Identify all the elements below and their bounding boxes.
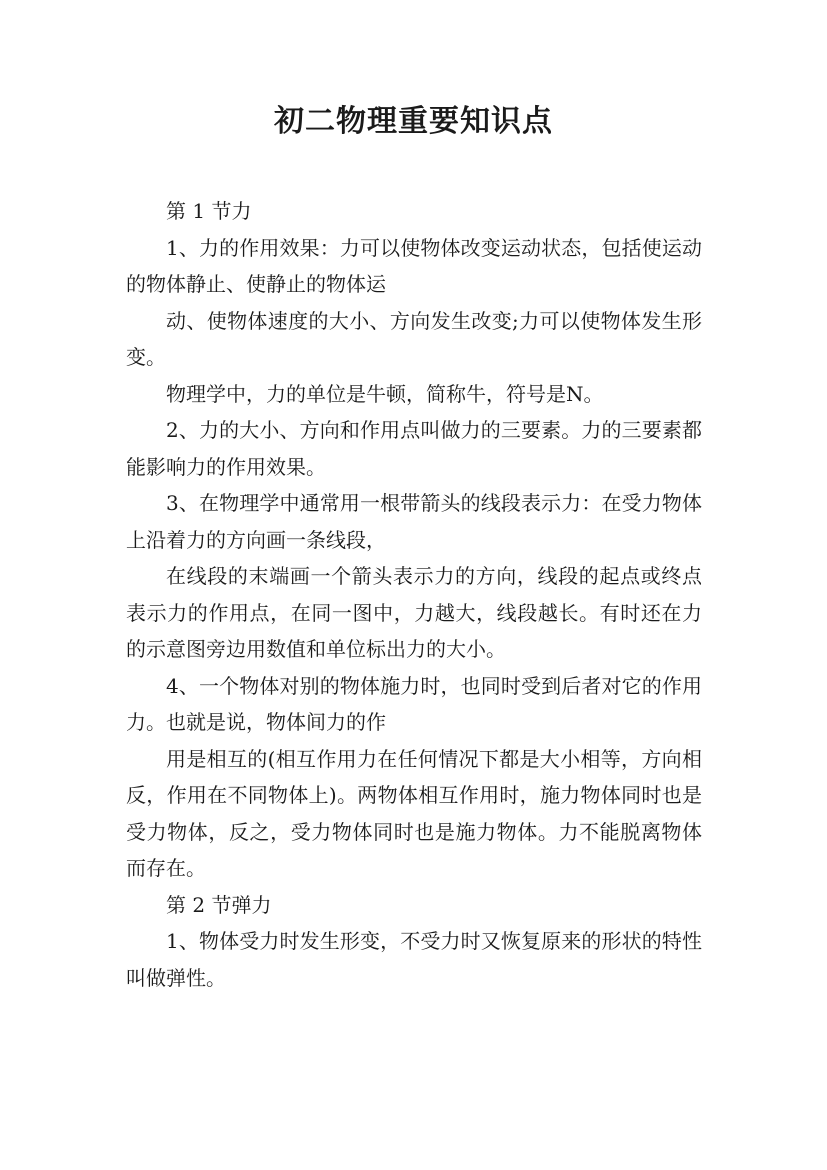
- paragraph: 1、力的作用效果：力可以使物体改变运动状态，包括使运动的物体静止、使静止的物体运: [126, 235, 702, 296]
- section-heading-2: 第 2 节弹力: [166, 892, 272, 917]
- paragraph: 在线段的末端画一个箭头表示力的方向，线段的起点或终点表示力的作用点，在同一图中，力越大，线段越长。有时还在力的示意图旁边用数值和单位标出力的大小。: [126, 564, 702, 661]
- paragraph: 2、力的大小、方向和作用点叫做力的三要素。力的三要素都能影响力的作用效果。: [126, 418, 702, 479]
- paragraph: 物理学中，力的单位是牛顿，简称牛，符号是N。: [166, 381, 604, 406]
- paragraph: 用是相互的(相互作用力在任何情况下都是大小相等，方向相反，作用在不同物体上)。两物体相互作用时，施力物体同时也是受力物体，反之，受力物体同时也是施力物体。力不能脱离物体而存在。: [126, 746, 702, 880]
- paragraph: 1、物体受力时发生形变，不受力时又恢复原来的形状的特性叫做弹性。: [126, 929, 702, 990]
- paragraph: 动、使物体速度的大小、方向发生改变;力可以使物体发生形变。: [126, 308, 702, 369]
- paragraph: 3、在物理学中通常用一根带箭头的线段表示力：在受力物体上沿着力的方向画一条线段，: [126, 491, 702, 552]
- page-title: 初二物理重要知识点: [274, 104, 553, 139]
- document-body: [126, 193, 702, 996]
- paragraph: 4、一个物体对别的物体施力时，也同时受到后者对它的作用力。也就是说，物体间力的作: [126, 673, 702, 734]
- section-heading-1: 第 1 节力: [166, 199, 252, 223]
